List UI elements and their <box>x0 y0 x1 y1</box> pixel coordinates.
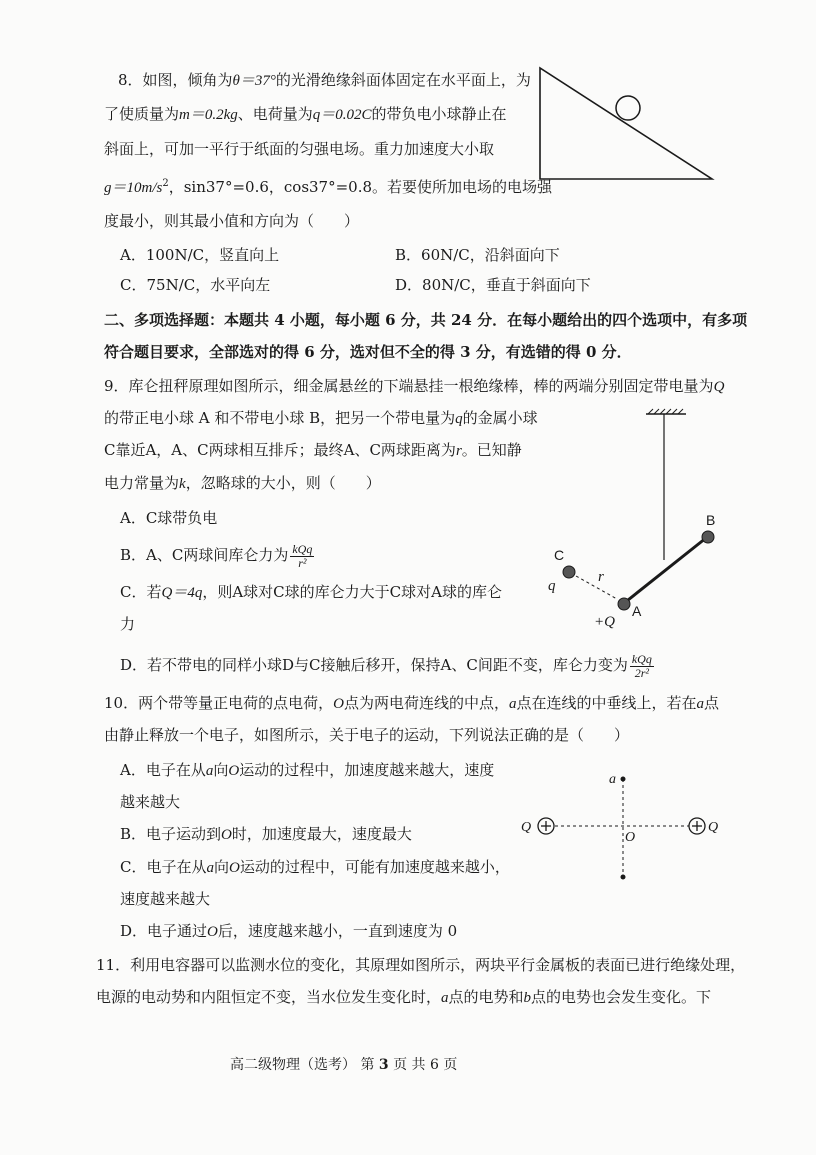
q9-option-a[interactable]: A．C球带负电 <box>120 509 218 527</box>
q9-line-3 <box>104 440 522 461</box>
q9-text: 的金属小球 <box>462 409 538 427</box>
q10-line-2: 由静止释放一个电子，如图所示，关于电子的运动，下列说法正确的是（ ） <box>104 726 630 744</box>
q9-eq: Q＝4q <box>161 585 203 601</box>
label-B: B <box>706 512 716 528</box>
q9-fraction-b <box>290 543 314 570</box>
point-bottom <box>621 875 626 880</box>
q10-a: a <box>696 696 704 712</box>
q11-text: 点的电势和 <box>448 988 524 1006</box>
label-Q-right: Q <box>708 820 719 835</box>
q9-torsion-balance-figure <box>540 408 730 634</box>
q9-line-1 <box>104 376 724 397</box>
frac-den: r² <box>298 555 307 570</box>
frac-den: 2r² <box>634 665 649 680</box>
q9-Q: Q <box>713 379 725 395</box>
q9-q: q <box>455 411 463 427</box>
q10-text: C．电子在从 <box>120 858 207 876</box>
q10-text: 点在连线的中垂线上，若在 <box>516 694 697 712</box>
page-number: 3 <box>378 1057 389 1073</box>
q10-text: 点 <box>703 694 719 712</box>
label-Q-left: Q <box>521 820 532 835</box>
label-O: O <box>625 830 636 845</box>
q10-line-1 <box>104 693 719 714</box>
q9-text: D．若不带电的同样小球D与C接触后移开，保持A、C间距不变，库仑力变为 <box>120 656 628 674</box>
q10-option-d[interactable] <box>120 921 457 942</box>
q10-text: B．电子运动到 <box>120 825 222 843</box>
q9-text: 电力常量为 <box>104 474 180 492</box>
q9-option-c-cont: 力 <box>120 615 136 633</box>
q11-text: 点的电势也会发生变化。下 <box>531 988 712 1006</box>
q9-text: B．A、C两球间库仑力为 <box>120 546 289 564</box>
label-C: C <box>554 547 565 563</box>
q10-a: a <box>205 763 214 779</box>
q8-text: 、电荷量为 <box>237 105 313 123</box>
distance-line <box>576 576 617 599</box>
frac-num: kQq <box>292 541 313 556</box>
q11-b: b <box>523 990 532 1006</box>
q8-text: 的带负电小球静止在 <box>371 105 507 123</box>
q8-text: 8．如图，倾角为 <box>118 71 233 89</box>
q10-option-a-cont: 越来越大 <box>120 793 181 811</box>
q10-option-c-cont: 速度越来越大 <box>120 890 211 908</box>
q11-a: a <box>441 990 449 1006</box>
q8-text: ，sin37°=0.6，cos37°=0.8。若要使所加电场的电场强 <box>168 178 553 196</box>
q10-O: O <box>221 827 232 843</box>
q8-line-2 <box>104 104 507 125</box>
q9-text: C靠近A，A、C两球相互排斥；最终A、C两球距离为 <box>104 441 456 459</box>
q10-text: 点为两电荷连线的中点， <box>343 694 509 712</box>
q10-O: O <box>229 860 240 876</box>
section-2-heading: 二、多项选择题：本题共 4 小题，每小题 6 分，共 24 分．在每小题给出的四个选项中，有多项 <box>104 311 748 329</box>
q8-charge: q＝0.02C <box>312 107 372 123</box>
q8-line-3: 斜面上，可加一平行于纸面的匀强电场。重力加速度大小取 <box>104 140 495 158</box>
q8-line-4 <box>104 174 552 198</box>
q11-line-2 <box>96 987 711 1008</box>
incline-triangle <box>540 68 712 179</box>
footer-text: 页 共 6 页 <box>393 1057 458 1073</box>
q9-r: r <box>455 443 462 459</box>
q11-line-1: 11．利用电容器可以监测水位的变化，其原理如图所示，两块平行金属板的表面已进行绝缘处理， <box>96 956 746 974</box>
q8-option-b[interactable]: B．60N/C，沿斜面向下 <box>395 246 560 264</box>
q9-line-2 <box>104 408 538 429</box>
label-r: r <box>598 569 604 585</box>
q10-text: 10．两个带等量正电荷的点电荷， <box>104 694 334 712</box>
q8-option-d[interactable]: D．80N/C，垂直于斜面向下 <box>395 276 591 294</box>
q10-O: O <box>228 763 240 779</box>
label-A: A <box>632 603 642 619</box>
point-a <box>621 777 626 782</box>
q8-text: 的光滑绝缘斜面体固定在水平面上，为 <box>275 71 531 89</box>
ball-C <box>563 566 575 578</box>
q9-option-b[interactable] <box>120 540 316 570</box>
q10-option-c[interactable] <box>120 857 510 878</box>
q10-text: 运动的过程中，加速度越来越大，速度 <box>239 761 495 779</box>
q9-text: ，则A球对C球的库仑力大于C球对A球的库仑 <box>202 583 502 601</box>
q9-text: ，忽略球的大小，则（ ） <box>185 474 381 492</box>
label-a: a <box>609 772 616 787</box>
label-plus-Q: +Q <box>594 614 615 630</box>
q10-charges-figure <box>515 765 730 885</box>
q9-fraction-d <box>630 653 654 680</box>
q9-text: 。已知静 <box>461 441 522 459</box>
q8-theta: θ＝37° <box>232 73 276 89</box>
charged-ball <box>616 96 640 120</box>
label-q: q <box>548 578 556 594</box>
page-footer <box>230 1055 457 1075</box>
q8-mass: m＝0.2kg <box>179 107 238 123</box>
q10-text: 后，速度越来越小，一直到速度为 0 <box>217 922 458 940</box>
q9-k: k <box>179 476 186 492</box>
ball-B <box>702 531 714 543</box>
ball-A <box>618 598 630 610</box>
q10-text: 向 <box>213 761 229 779</box>
q8-line-1 <box>118 70 531 91</box>
section-2-instructions: 符合题目要求，全部选对的得 6 分，选对但不全的得 3 分，有选错的得 0 分． <box>104 343 632 361</box>
q9-option-c[interactable] <box>120 582 502 603</box>
frac-num: kQq <box>631 651 652 666</box>
q10-option-a[interactable] <box>120 760 494 781</box>
q10-O: O <box>333 696 344 712</box>
q10-O: O <box>207 924 218 940</box>
q8-sup: 2 <box>162 178 169 189</box>
q10-text: 运动的过程中，可能有加速度越来越小， <box>239 858 510 876</box>
q8-text: 了使质量为 <box>104 105 180 123</box>
q8-gravity: g＝10m/s <box>104 180 163 196</box>
q10-text: D．电子通过 <box>120 922 208 940</box>
q11-text: 电源的电动势和内阻恒定不变，当水位发生变化时， <box>96 988 442 1006</box>
q8-option-c[interactable]: C．75N/C，水平向左 <box>120 276 271 294</box>
q9-line-4 <box>104 473 381 494</box>
q8-option-a[interactable]: A．100N/C，竖直向上 <box>120 246 280 264</box>
q10-text: 向 <box>213 858 229 876</box>
q10-text: 时，加速度最大，速度最大 <box>231 825 412 843</box>
q10-a: a <box>508 696 517 712</box>
q9-text: 9．库仑扭秤原理如图所示，细金属悬丝的下端悬挂一根绝缘棒，棒的两端分别固定带电量为 <box>104 377 714 395</box>
q10-text: A．电子在从 <box>120 761 206 779</box>
q10-a: a <box>206 860 214 876</box>
q10-option-b[interactable] <box>120 824 412 845</box>
q8-incline-figure <box>530 62 720 187</box>
q9-option-d[interactable] <box>120 650 656 680</box>
footer-text: 高二级物理（选考） 第 <box>230 1057 375 1073</box>
q9-text: 的带正电小球 A 和不带电小球 B，把另一个带电量为 <box>104 409 456 427</box>
q9-text: C．若 <box>120 583 162 601</box>
q8-line-5: 度最小，则其最小值和方向为（ ） <box>104 212 360 230</box>
